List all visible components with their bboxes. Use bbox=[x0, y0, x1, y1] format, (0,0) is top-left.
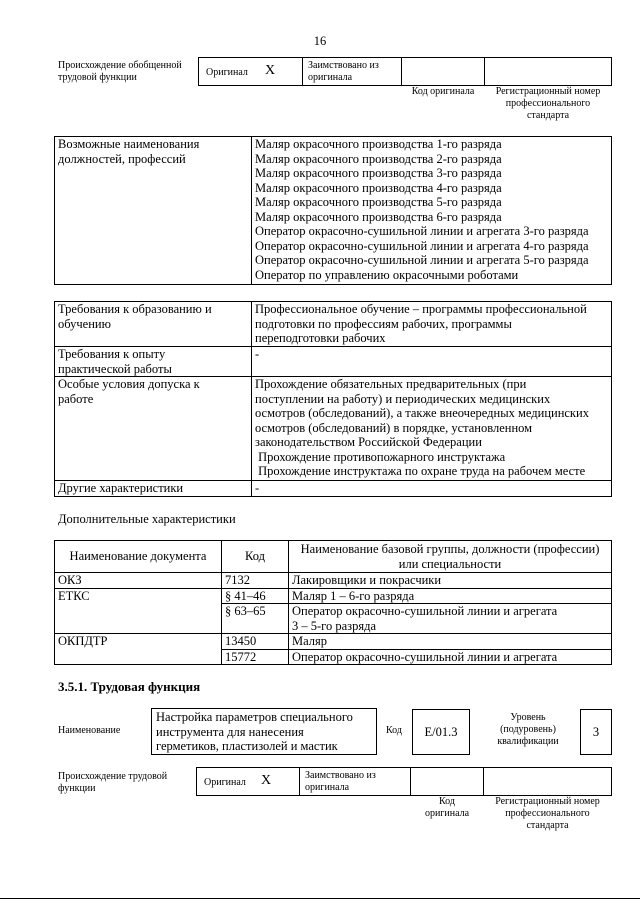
position-item: Маляр окрасочного производства 4-го разряда bbox=[255, 180, 502, 195]
label-line: Возможные наименования bbox=[58, 137, 200, 151]
cell-name: Лакировщики и покрасчики bbox=[289, 573, 612, 589]
original-label: Оригинал bbox=[204, 777, 246, 788]
label-line: Особые условия допуска к bbox=[58, 377, 200, 391]
label-line: трудовой функции bbox=[58, 72, 137, 83]
reg-caption-2 bbox=[483, 796, 612, 832]
caption-line: стандарта bbox=[526, 820, 569, 831]
name-line: герметиков, пластизолей и мастик bbox=[156, 739, 338, 753]
cell-name bbox=[289, 604, 612, 634]
value-line: переподготовки рабочих bbox=[255, 331, 386, 345]
education-label bbox=[55, 302, 252, 347]
name-line: 3 – 5-го разряда bbox=[292, 618, 376, 633]
original-cell bbox=[198, 57, 303, 86]
code-caption: Код оригинала bbox=[411, 86, 475, 97]
additional-title: Дополнительные характеристики bbox=[58, 512, 236, 526]
label-line: должностей, профессий bbox=[58, 151, 186, 166]
borrowed-cell-2 bbox=[299, 767, 411, 796]
borrowed-line: Заимствовано из bbox=[308, 60, 379, 71]
name-line: Настройка параметров специального bbox=[156, 710, 353, 724]
table-row bbox=[55, 588, 612, 604]
conditions-value bbox=[252, 377, 612, 481]
cell-code: 15772 bbox=[222, 649, 289, 665]
other-label: Другие характеристики bbox=[55, 481, 252, 497]
cell-doc: ЕТКС bbox=[55, 588, 222, 634]
reg-caption-line: профессионального bbox=[505, 98, 591, 109]
cell-name: Маляр 1 – 6-го разряда bbox=[289, 588, 612, 604]
cell-code: 13450 bbox=[222, 634, 289, 650]
caption-line: Регистрационный номер bbox=[495, 796, 600, 807]
header-code: Код bbox=[222, 541, 289, 573]
education-value bbox=[252, 302, 612, 347]
cell-doc: ОКПДТР bbox=[55, 634, 222, 665]
page-bottom-rule bbox=[0, 898, 640, 899]
origin-gtf-label bbox=[58, 60, 182, 84]
position-item: Оператор окрасочно-сушильной линии и агрегата 5-го разряда bbox=[255, 253, 589, 267]
label-line: Происхождение трудовой bbox=[58, 771, 168, 782]
name-line: инструмента для нанесения bbox=[156, 724, 304, 739]
positions-table bbox=[54, 136, 612, 285]
label-line: Происхождение обобщенной bbox=[58, 60, 182, 71]
label-line: функции bbox=[58, 783, 96, 794]
cell-name: Оператор окрасочно-сушильной линии и агрегата bbox=[289, 649, 612, 665]
borrowed-line: оригинала bbox=[305, 782, 350, 793]
reg-caption bbox=[484, 86, 612, 122]
position-item: Маляр окрасочного производства 5-го разряда bbox=[255, 195, 502, 209]
value-line: законодательством Российской Федерации bbox=[255, 435, 482, 449]
reg-caption-line: стандарта bbox=[526, 110, 570, 121]
value-line: Прохождение противопожарного инструктажа bbox=[255, 449, 506, 464]
borrowed-line: оригинала bbox=[308, 72, 353, 83]
value-line: Профессиональное обучение – программы профессиональной bbox=[255, 302, 587, 316]
name-label: Наименование bbox=[58, 725, 121, 736]
original-cell-2 bbox=[196, 767, 300, 796]
cell-doc: ОКЗ bbox=[55, 573, 222, 589]
value-line: подготовки по профессиям рабочих, программы bbox=[255, 316, 512, 331]
function-heading: 3.5.1. Трудовая функция bbox=[58, 679, 201, 694]
position-item: Оператор окрасочно-сушильной линии и агрегата 3-го разряда bbox=[255, 224, 589, 238]
level-label bbox=[490, 712, 566, 748]
label-line: обучению bbox=[58, 316, 111, 331]
position-item: Оператор по управлению окрасочными роботами bbox=[255, 267, 519, 282]
code-value: E/01.3 bbox=[412, 709, 470, 755]
position-item: Маляр окрасочного производства 2-го разряда bbox=[255, 151, 502, 166]
table-row bbox=[55, 634, 612, 650]
conditions-label bbox=[55, 377, 252, 481]
experience-value: - bbox=[252, 347, 612, 377]
position-item: Маляр окрасочного производства 1-го разряда bbox=[255, 137, 502, 151]
position-item: Оператор окрасочно-сушильной линии и агрегата 4-го разряда bbox=[255, 238, 589, 253]
position-item: Маляр окрасочного производства 3-го разряда bbox=[255, 166, 502, 180]
label-line: Требования к образованию и bbox=[58, 302, 212, 316]
level-line: (подуровень) bbox=[500, 724, 556, 735]
value-line: осмотров (обследований), а также внеочередных медицинских bbox=[255, 406, 589, 420]
original-label: Оригинал bbox=[206, 67, 248, 78]
caption-line: оригинала bbox=[424, 808, 470, 819]
name-line: Оператор окрасочно-сушильной линии и агрегата bbox=[292, 604, 558, 618]
table-row bbox=[55, 573, 612, 589]
cell-code: 7132 bbox=[222, 573, 289, 589]
position-item: Маляр окрасочного производства 6-го разряда bbox=[255, 209, 502, 224]
cell-code: § 41–46 bbox=[222, 588, 289, 604]
header-name bbox=[289, 541, 612, 573]
header-line: Наименование базовой группы, должности (профессии) bbox=[300, 542, 600, 556]
original-mark: Х bbox=[261, 773, 272, 788]
page-number: 16 bbox=[313, 34, 327, 48]
level-value: 3 bbox=[580, 709, 612, 755]
reg-number-cell-2 bbox=[483, 767, 612, 796]
value-line: поступлении на работу) и периодических медицинских bbox=[255, 391, 551, 406]
origin-code-cell-2 bbox=[410, 767, 484, 796]
cell-name: Маляр bbox=[289, 634, 612, 650]
header-line: или специальности bbox=[398, 556, 502, 571]
level-line: Уровень bbox=[510, 712, 546, 723]
borrowed-cell bbox=[302, 57, 402, 86]
caption-line: Код bbox=[439, 796, 455, 807]
code-label: Код bbox=[386, 725, 402, 736]
reg-number-cell bbox=[484, 57, 612, 86]
experience-label bbox=[55, 347, 252, 377]
value-line: Прохождение инструктажа по охране труда на рабочем месте bbox=[255, 464, 586, 478]
positions-list bbox=[252, 137, 612, 285]
positions-label bbox=[55, 137, 252, 285]
level-line: квалификации bbox=[497, 736, 559, 747]
additional-table bbox=[54, 540, 612, 665]
origin-tf-label bbox=[58, 771, 167, 795]
label-line: работе bbox=[58, 391, 94, 406]
function-name-box bbox=[151, 708, 377, 755]
original-mark: Х bbox=[265, 63, 276, 78]
label-line: Требования к опыту bbox=[58, 347, 166, 361]
caption-line: профессионального bbox=[505, 808, 590, 819]
header-doc: Наименование документа bbox=[55, 541, 222, 573]
code-caption-2 bbox=[410, 796, 484, 820]
requirements-table bbox=[54, 301, 612, 497]
origin-code-cell bbox=[401, 57, 485, 86]
value-line: осмотров (обследований) в порядке, установленном bbox=[255, 420, 533, 435]
borrowed-line: Заимствовано из bbox=[305, 770, 376, 781]
cell-code: § 63–65 bbox=[222, 604, 289, 634]
other-value: - bbox=[252, 481, 612, 497]
label-line: практической работы bbox=[58, 361, 172, 376]
value-line: Прохождение обязательных предварительных (при bbox=[255, 377, 527, 391]
reg-caption-line: Регистрационный номер bbox=[495, 86, 601, 97]
